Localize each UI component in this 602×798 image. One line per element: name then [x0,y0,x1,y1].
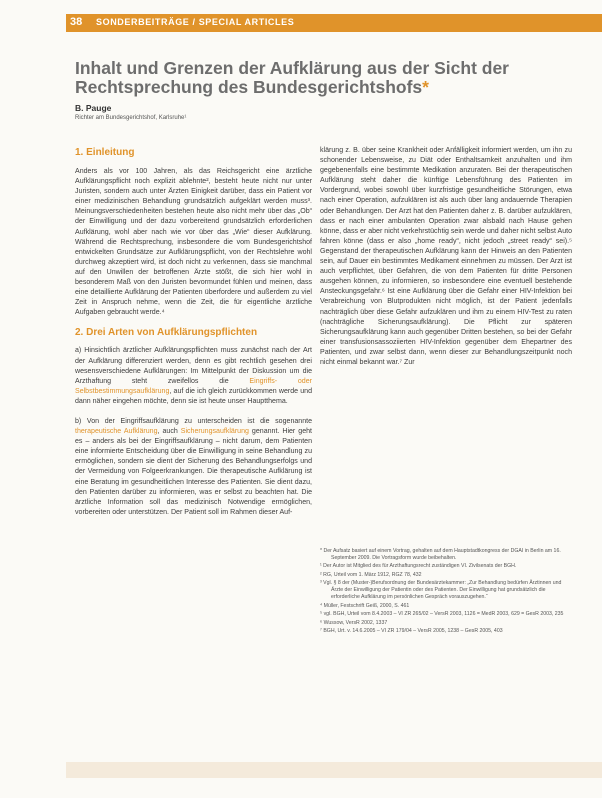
highlight-therapeutische-aufklaerung: therapeutische Aufklärung [75,428,158,436]
paragraph-2a: a) Hinsichtlich ärztlicher Aufklärungspflichten muss zunächst nach der Art der Aufklärung differenziert werden, denn es gibt rechtlich gesehen drei wesensverschiedene Aufklärungen: Im Mittelpunkt der Diskussion um die Arzthaftung steht zweifellos die Eingriffs- oder Selbstbestimmungsaufklärung, auf die ich gleich zurückkommen werde und dann näher eingehen möchte, denn sie ist heute unser Hauptthema. [75,347,312,405]
footnote: ³ Vgl. § 8 der (Muster-)Berufsordnung der Bundesärztekammer: „Zur Behandlung bedürfen Ärztinnen und Ärzte der Einwilligung der Patientin oder des Patienten. Der Einwilligung hat grundsätzlich die erforderliche Aufklärung im persönlichen Gespräch vorauszugehen.“ [320,580,562,601]
footnotes [320,548,572,637]
footnote: ⁵ vgl. BGH, Urteil vom 8.4.2003 – VI ZR 265/02 – VersR 2003, 1126 = MedR 2003, 629 = GesR 2003, 235 [320,611,564,618]
author: B. Pauge [75,103,112,113]
article-title [75,59,545,97]
affiliation: Richter am Bundesgerichtshof, Karlsruhe¹ [75,115,187,121]
section-heading-2: 2. Drei Arten von Aufklärungspflichten [75,327,258,339]
footnote: ² RG, Urteil vom 1. März 1912, RGZ 78, 432 [320,571,422,578]
footnote: ⁶ Wussow, VersR 2002, 1337 [320,619,388,626]
footnote: ¹ Der Autor ist Mitglied des für Arzthaftungsrecht zuständigen VI. Zivilsenats der BGH. [320,563,517,570]
footnote: ⁷ BGH, Urt. v. 14.6.2005 – VI ZR 179/04 – VersR 2005, 1238 – GesR 2005, 403 [320,628,503,635]
section-label: SONDERBEITRÄGE / SPECIAL ARTICLES [96,17,295,27]
paragraph-right: klärung z. B. über seine Krankheit oder Anfälligkeit informiert werden, um ihn zu schonender Lebensweise, zu Diät oder Enthaltsamkeit anzuhalten und ihm gegebenenfalls eine bestimmte Medikation anzuraten. Bei der therapeutischen Aufklärung steht daher die künftige Lebensführung des Patienten im Vordergrund, wobei sowohl über kurzfristige gesundheitliche Störungen, etwa nach einer Operation, aufzuklären ist als auch über lang andauernde Therapien oder Behandlungen. Der Arzt hat den Patienten daher z. B. darüber aufzuklären, dass er nach einer ambulanten Operation zwar alsbald nach Hause gehen könne, dass er aber nicht verkehrstüchtig sein werde und daher nicht selbst Auto fahren könne (dass er also „home ready“, nicht jedoch „street ready“ sei).⁵ Gegenstand der therapeutischen Aufklärung kann der Hinweis an den Patienten sein, auf Dauer ein bestimmtes Medikament einnehmen zu müssen. Der Arzt ist auch verpflichtet, über Gefahren, die von dem Patienten für dritte Personen ausgehen können, zu informieren, so insbesondere eine eventuell bestehende Ansteckungsgefahr.⁶ Ist eine Aufklärung über die Gefahr einer HIV-Infektion bei Verabreichung von Blutprodukten nicht möglich, ist der Patient jedenfalls nachträglich über diese Gefahr aufzuklären und ihm zu einem HIV-Test zu raten (nachträgliche Sicherungsaufklärung). Die Pflicht zur späteren Sicherungsaufklärung kann auch gegenüber Dritten bestehen, so bei der Gefahr einer transfusionsassoziierten HIV-Infektion gegenüber dem Ehepartner des Patienten, und zwar selbst dann, wenn dieser zur Behandlungszeitpunkt noch nicht einmal bekannt war.⁷ Zur [320,147,572,366]
title-footnote-marker: * [422,77,429,97]
paragraph-2b: b) Von der Eingriffsaufklärung zu unterscheiden ist die sogenannte therapeutische Aufklärung, auch Sicherungsaufklärung genannt. Hier geht es – anders als bei der Eingriffsaufklärung – nicht darum, dem Patienten eine informierte Entscheidung über die Einwilligung in seine Behandlung zu ermöglichen, sondern sie dient der Sicherung des Behandlungserfolgs und der Vermeidung von Folgeerkrankungen. Die therapeutische Aufklärung ist eine Beratung im gesundheitlichen Interesse des Patienten. Sie dient dazu, den Patienten darüber zu informieren, was er selbst zu beachten hat. Die ärztliche Information soll das medizinisch Notwendige ermöglichen, vorbereiten oder unterstützen. Der Patient soll im Rahmen dieser Auf- [75,417,312,516]
paragraph-introduction: Anders als vor 100 Jahren, als das Reichsgericht eine ärztliche Aufklärungspflicht noch explizit ablehnte², besteht heute nicht nur unter Juristen, sondern auch unter Ärzten Einigkeit darüber, dass ein Patient vor einer medizinischen Behandlung grundsätzlich aufgeklärt werden muss³. Meinungsverschiedenheiten bestehen heute also nicht mehr über das „Ob“ der Einwilligung und der dazu vorbereitend grundsätzlich erforderlichen Aufklärung, wohl aber nach wie vor über das „Wie“ dieser Aufklärung. Während die Rechtsprechung, insbesondere die vom Bundesgerichtshof entwickelten Grundsätze zur Aufklärungspflicht, von der Rechtslehre wohl durchweg akzeptiert wird, ist doch nicht zu verkennen, dass sie manchmal auf den Unwillen der betroffenen Ärzte stößt, die sich hier wohl in besonderem Maß von den Juristen bevormundet fühlen und meinen, dass eine detaillierte Aufklärung der Patienten überfordere und außerdem zu viel Zeit in Anspruch nehme, wenn die Zeit, die für eigentliche ärztliche Aufgaben gebraucht werde.⁴ [75,168,312,317]
page-number: 38 [70,16,83,28]
highlight-eingriffsaufklaerung: Eingriffs- oder Selbstbestimmungsaufklärung [75,377,312,395]
right-column [320,146,572,368]
left-column [75,146,312,518]
highlight-sicherungsaufklaerung: Sicherungsaufklärung [180,428,249,436]
title-text: Inhalt und Grenzen der Aufklärung aus der Sicht der Rechtsprechung des Bundesgerichtshofs [75,58,509,97]
footnote: ⁴ Müller, Festschrift Geiß, 2000, S. 461 [320,602,410,609]
section-heading-1: 1. Einleitung [75,147,135,158]
footer-band [66,762,602,778]
footnote: * Der Aufsatz basiert auf einem Vortrag, gehalten auf dem Hauptstadtkongress der DGAI in Berlin am 16. September 2009. Die Vortragsform wurde beibehalten. [320,548,561,561]
